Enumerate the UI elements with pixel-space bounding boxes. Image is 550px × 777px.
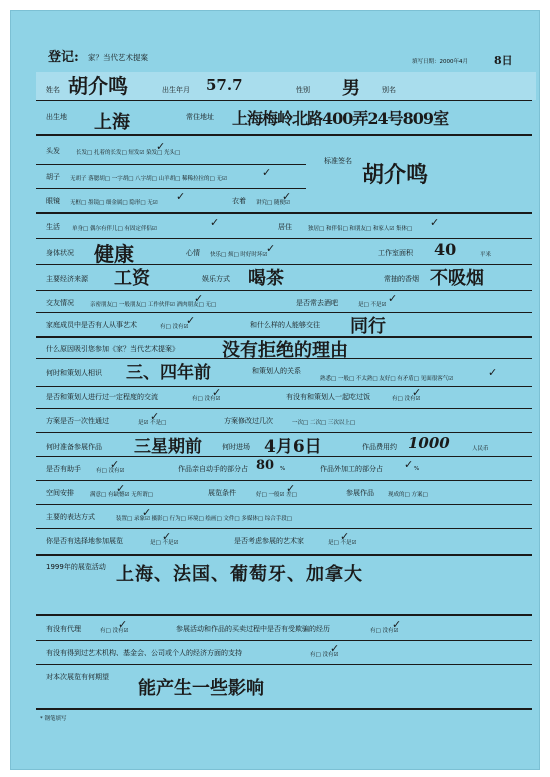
relation-options: 熟悉□ 一般□ 不太熟□ 友好□ 有矛盾□ 见面很客气☑ bbox=[320, 376, 454, 382]
checkmark-icon: ✓ bbox=[412, 386, 422, 399]
agent-label: 有没有代理 bbox=[46, 625, 81, 633]
checkmark-icon: ✓ bbox=[392, 618, 402, 631]
row-rule bbox=[36, 614, 532, 616]
self-made-value: 80 bbox=[256, 458, 275, 473]
name-value: 胡介鸣 bbox=[68, 74, 128, 98]
friends-label: 和什么样的人能够交往 bbox=[250, 321, 320, 329]
method-options: 装置□ 录象☑ 摄影□ 行为□ 环境□ 绘画□ 文件□ 多媒体□ 综合手段□ bbox=[116, 516, 292, 522]
hair-label: 头发 bbox=[46, 147, 60, 155]
life-label: 生活 bbox=[46, 223, 60, 231]
row-rule bbox=[36, 528, 532, 529]
checkmark-icon: ✓ bbox=[142, 506, 152, 519]
checkmark-icon: ✓ bbox=[118, 618, 128, 631]
row-rule bbox=[36, 358, 532, 359]
row-rule bbox=[36, 134, 532, 136]
health-value: 健康 bbox=[94, 242, 134, 266]
revision-options: 一次□ 二次□ 三次以上□ bbox=[292, 420, 356, 426]
cost-label: 作品费用约 bbox=[362, 443, 397, 451]
fraud-options: 有□ 没有☑ bbox=[370, 628, 399, 634]
sex-value: 男 bbox=[342, 78, 360, 99]
checkmark-icon: ✓ bbox=[330, 642, 340, 655]
bar-label: 是否常去酒吧 bbox=[296, 299, 338, 307]
income-value: 工资 bbox=[114, 268, 150, 289]
selective-options: 是□ 不是☑ bbox=[150, 540, 179, 546]
space-options: 满意□ 有缺憾☑ 无所谓□ bbox=[90, 492, 153, 498]
assistant-options: 有□ 没有☑ bbox=[96, 468, 125, 474]
outsourced-unit: % bbox=[414, 466, 420, 472]
checkmark-icon: ✓ bbox=[194, 292, 204, 305]
checkmark-icon: ✓ bbox=[116, 482, 126, 495]
row-rule bbox=[36, 504, 532, 505]
signature-label: 标准签名 bbox=[324, 157, 352, 165]
checkmark-icon: ✓ bbox=[110, 458, 120, 471]
social-label: 交友情况 bbox=[46, 299, 74, 307]
dinner-label: 有没有和策划人一起吃过饭 bbox=[286, 393, 370, 401]
work-options: 现成的□ 方案□ bbox=[388, 492, 428, 498]
family-label: 家庭成员中是否有人从事艺术 bbox=[46, 321, 137, 329]
checkmark-icon: ✓ bbox=[340, 530, 350, 543]
funding-label: 有没有得到过艺术机构、基金会、公司或个人的经济方面的支持 bbox=[46, 649, 242, 657]
birth-value: 57.7 bbox=[206, 76, 243, 94]
health-label: 身体状况 bbox=[46, 249, 74, 257]
glasses-options: 无框□ 墨镜□ 细金属□ 隐形□ 无☑ bbox=[70, 200, 158, 206]
friends-value: 同行 bbox=[350, 316, 386, 337]
row-rule bbox=[36, 708, 532, 710]
hair-options: 长发□ 扎着的长发□ 短发☑ 染发□ 光头□ bbox=[76, 150, 181, 156]
communication-options: 有□ 没有☑ bbox=[192, 396, 221, 402]
dress-options: 讲究□ 随便☑ bbox=[256, 200, 290, 206]
studio-label: 工作室面积 bbox=[378, 249, 413, 257]
studio-unit: 平米 bbox=[480, 252, 492, 258]
row-rule bbox=[36, 100, 532, 101]
sex-label: 性别 bbox=[296, 86, 310, 94]
consider-label: 是否考虑参展的艺术家 bbox=[234, 537, 304, 545]
fill-day: 8日 bbox=[494, 54, 513, 67]
row-rule bbox=[36, 290, 532, 291]
signature-value: 胡介鸣 bbox=[362, 162, 429, 188]
row-rule bbox=[36, 664, 532, 665]
checkmark-icon: ✓ bbox=[210, 216, 220, 229]
registration-form bbox=[10, 10, 540, 770]
checkmark-icon: ✓ bbox=[262, 166, 272, 179]
name-label: 姓名 bbox=[46, 86, 60, 94]
arrival-label: 何时进场 bbox=[222, 443, 250, 451]
assistant-label: 是否有助手 bbox=[46, 465, 81, 473]
space-label: 空间安排 bbox=[46, 489, 74, 497]
entertainment-label: 娱乐方式 bbox=[202, 275, 230, 283]
birth-label: 出生年月 bbox=[162, 86, 190, 94]
family-options: 有□ 没有☑ bbox=[160, 324, 189, 330]
row-rule bbox=[36, 312, 532, 313]
revision-label: 方案修改过几次 bbox=[224, 417, 273, 425]
address-label: 常住地址 bbox=[186, 113, 214, 121]
checkmark-icon: ✓ bbox=[156, 140, 166, 153]
work-label: 参展作品 bbox=[346, 489, 374, 497]
fill-date-label: 填写日期：2000年4月 bbox=[412, 59, 468, 65]
cost-unit: 人民币 bbox=[472, 446, 489, 452]
checkmark-icon: ✓ bbox=[186, 314, 196, 327]
funding-options: 有□ 没有☑ bbox=[310, 652, 339, 658]
expectation-value: 能产生一些影响 bbox=[138, 678, 264, 699]
checkmark-icon: ✓ bbox=[404, 458, 414, 471]
arrival-value: 4月6日 bbox=[264, 437, 322, 457]
conditions-label: 展览条件 bbox=[208, 489, 236, 497]
self-made-unit: % bbox=[280, 466, 286, 472]
outsourced-label: 作品外加工的部分占 bbox=[320, 465, 383, 473]
checkmark-icon: ✓ bbox=[162, 530, 172, 543]
residence-label: 居住 bbox=[278, 223, 292, 231]
meet-value: 三、四年前 bbox=[126, 363, 211, 383]
address-value: 上海梅岭北路400弄24号809室 bbox=[232, 109, 449, 128]
alias-label: 别名 bbox=[382, 86, 396, 94]
checkmark-icon: ✓ bbox=[176, 190, 186, 203]
form-subtitle: 家？当代艺术提案 bbox=[88, 53, 148, 62]
dinner-options: 有□ 没有☑ bbox=[392, 396, 421, 402]
entertainment-value: 喝茶 bbox=[248, 268, 284, 289]
checkmark-icon: ✓ bbox=[286, 482, 296, 495]
social-options: 亲密朋友□ 一般朋友□ 工作伙伴☑ 酒肉朋友□ 无□ bbox=[90, 302, 217, 308]
cost-value: 1000 bbox=[408, 434, 450, 452]
checkmark-icon: ✓ bbox=[488, 366, 498, 379]
form-title: 登记: bbox=[48, 50, 79, 65]
exhibitions-label: 1999年的展览活动 bbox=[46, 563, 106, 571]
conditions-options: 好□ 一般☑ 差□ bbox=[256, 492, 297, 498]
method-label: 主要的表达方式 bbox=[46, 513, 95, 521]
prep-value: 三星期前 bbox=[134, 437, 202, 457]
beard-label: 胡子 bbox=[46, 173, 60, 181]
studio-value: 40 bbox=[434, 240, 457, 259]
row-rule bbox=[36, 554, 532, 556]
birthplace-value: 上海 bbox=[94, 112, 130, 133]
beard-options: 无胡子 落腮胡□ 一字胡□ 八字胡□ 山羊胡□ 稀稀拉拉的□ 无☑ bbox=[70, 176, 227, 182]
checkmark-icon: ✓ bbox=[212, 386, 222, 399]
selective-label: 你是否有选择地参加展览 bbox=[46, 537, 123, 545]
agent-options: 有□ 没有☑ bbox=[100, 628, 129, 634]
self-made-label: 作品亲自动手的部分占 bbox=[178, 465, 248, 473]
meet-label: 何时和策划人相识 bbox=[46, 369, 102, 377]
life-options: 单身□ 偶尔有伴儿□ 有固定伴侣☑ bbox=[72, 226, 157, 232]
dress-label: 衣着 bbox=[232, 197, 246, 205]
consider-options: 是□ 不是☑ bbox=[328, 540, 357, 546]
income-label: 主要经济来源 bbox=[46, 275, 88, 283]
mood-options: 快乐□ 烦□ 时好时坏☑ bbox=[210, 252, 268, 258]
reason-label: 什么原因吸引您参加《家？当代艺术提案》 bbox=[46, 345, 179, 353]
checkmark-icon: ✓ bbox=[282, 190, 292, 203]
row-rule bbox=[36, 188, 306, 189]
row-rule bbox=[36, 456, 532, 457]
row-rule bbox=[36, 480, 532, 481]
row-rule bbox=[36, 408, 532, 409]
mood-label: 心情 bbox=[186, 249, 200, 257]
expectation-label: 对本次展览有何期望 bbox=[46, 673, 109, 681]
cigarette-label: 常抽的香烟 bbox=[384, 275, 419, 283]
checkmark-icon: ✓ bbox=[430, 216, 440, 229]
relation-label: 和策划人的关系 bbox=[252, 367, 301, 375]
bar-options: 是□ 不是☑ bbox=[358, 302, 387, 308]
birthplace-label: 出生地 bbox=[46, 113, 67, 121]
fraud-label: 参展活动和作品的买卖过程中是否有受欺骗的经历 bbox=[176, 625, 330, 633]
prep-label: 何时准备参展作品 bbox=[46, 443, 102, 451]
checkmark-icon: ✓ bbox=[150, 410, 160, 423]
glasses-label: 眼镜 bbox=[46, 197, 60, 205]
row-rule bbox=[36, 164, 306, 165]
checkmark-icon: ✓ bbox=[266, 242, 276, 255]
plan-label: 方案是否一次性通过 bbox=[46, 417, 109, 425]
row-rule bbox=[36, 640, 532, 641]
communication-label: 是否和策划人进行过一定程度的交流 bbox=[46, 393, 158, 401]
checkmark-icon: ✓ bbox=[388, 292, 398, 305]
footer-note: * 钢笔填写 bbox=[40, 716, 67, 722]
reason-value: 没有拒绝的理由 bbox=[222, 340, 348, 361]
exhibitions-value: 上海、法国、葡萄牙、加拿大 bbox=[116, 564, 363, 585]
row-rule bbox=[36, 386, 532, 387]
row-rule bbox=[36, 212, 532, 214]
residence-options: 独居□ 和伴侣□ 和朋友□ 和家人☑ 集体□ bbox=[308, 226, 413, 232]
plan-options: 是☑ 不是□ bbox=[138, 420, 167, 426]
cigarette-value: 不吸烟 bbox=[430, 268, 484, 289]
